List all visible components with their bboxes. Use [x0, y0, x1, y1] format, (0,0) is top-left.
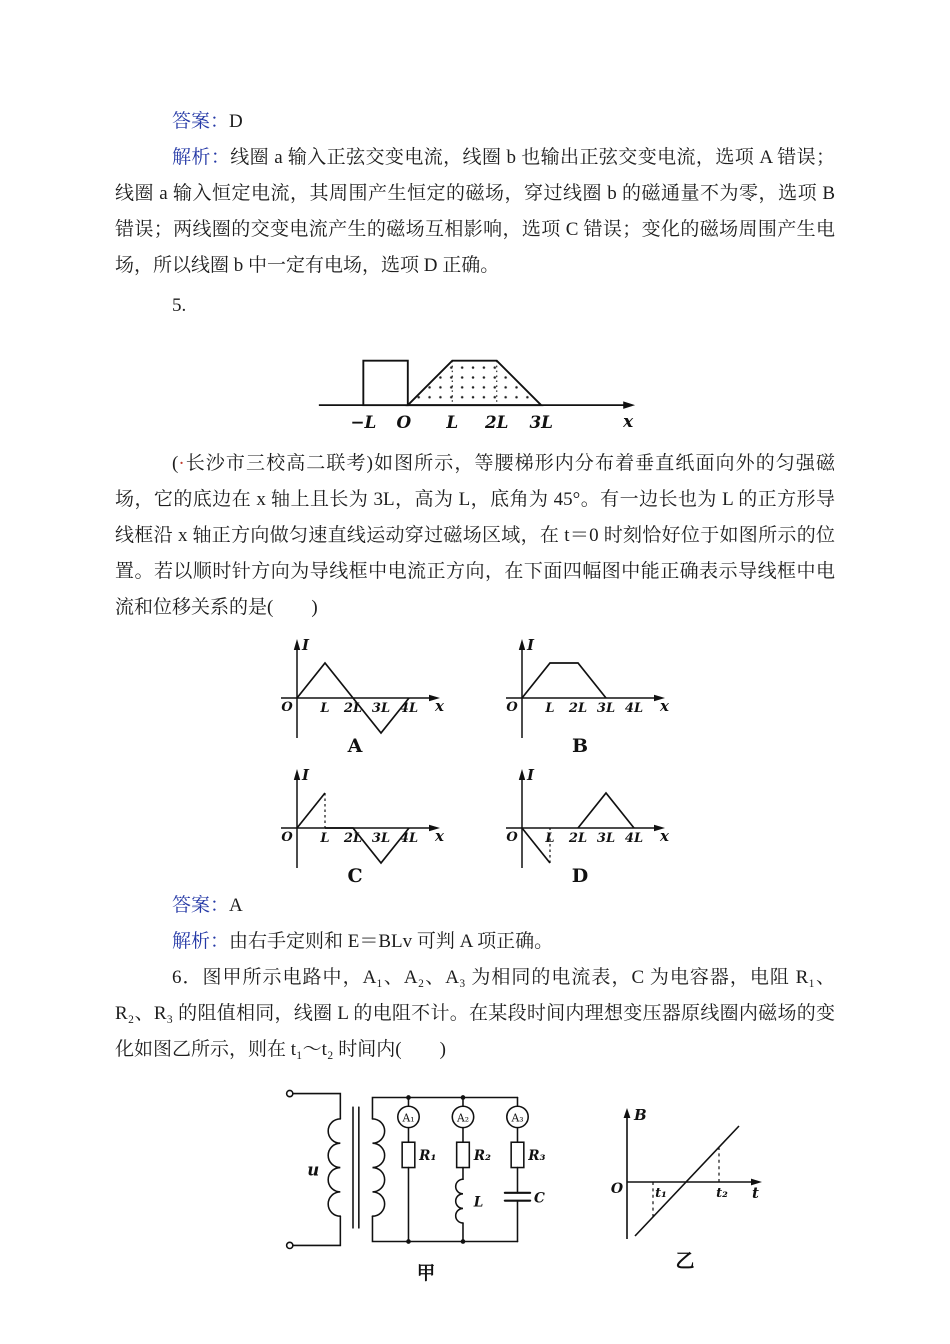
- label-l: L: [446, 411, 459, 432]
- trapezoid-field-region: [408, 361, 541, 405]
- ammeter-a3-label: A₃: [511, 1111, 524, 1125]
- tick-2l: 2L: [568, 700, 588, 716]
- inductor-l-label: L: [473, 1194, 484, 1211]
- primary-lead-bottom: [293, 1216, 340, 1245]
- primary-lead-top: [293, 1093, 340, 1118]
- label-x: x: [623, 410, 634, 431]
- q6-figures: [280, 1078, 835, 1284]
- i-axis-arrow: [519, 769, 525, 780]
- resistor-r1-label: R₁: [419, 1147, 437, 1164]
- q4-answer-label: 答案：: [172, 111, 230, 132]
- input-terminal-bottom: [287, 1242, 293, 1248]
- q5-stem-bullet: ·: [178, 452, 185, 474]
- x-label: x: [435, 696, 444, 715]
- q5-stem-open: (: [172, 452, 179, 474]
- q5-analysis-label: 解析：: [172, 930, 230, 952]
- t1-label: t₁: [655, 1185, 667, 1201]
- resistor-r2-label: R₂: [473, 1147, 491, 1164]
- q6-bt-graph-wrap: [597, 1104, 772, 1277]
- q5-field-figure: [307, 334, 643, 435]
- b-axis-arrow: [624, 1108, 631, 1118]
- tick-l: L: [320, 830, 330, 846]
- tick-3l: 3L: [371, 700, 391, 716]
- option-letter: C: [347, 864, 363, 886]
- q5-answer-label: 答案：: [172, 894, 230, 916]
- o-label: O: [506, 699, 518, 715]
- curve-c-rise: [297, 793, 325, 828]
- label-origin: O: [396, 411, 412, 432]
- x-axis-arrow: [623, 401, 635, 409]
- option-letter: D: [571, 864, 589, 886]
- inductor-l: [456, 1179, 463, 1223]
- q5-answer-value: A: [229, 894, 243, 916]
- x-label: x: [435, 826, 444, 845]
- input-terminal-top: [287, 1090, 293, 1096]
- ammeter-a1-label: A₁: [402, 1111, 415, 1125]
- resistor-r1: [402, 1142, 415, 1167]
- q4-answer-value: D: [229, 111, 243, 132]
- label-minus-l: −L: [350, 411, 377, 432]
- option-graph-b: [500, 636, 675, 756]
- o-label: O: [281, 829, 293, 845]
- label-2l: 2L: [484, 411, 509, 432]
- t2-label: t₂: [716, 1185, 728, 1201]
- q6-circuit-figure: [280, 1078, 572, 1284]
- tick-3l: 3L: [596, 830, 616, 846]
- primary-coil: [328, 1119, 340, 1216]
- curve-b: [522, 663, 606, 698]
- tick-l: L: [545, 830, 555, 846]
- q5-option-graphs: [115, 636, 835, 886]
- i-axis-arrow: [294, 769, 300, 780]
- tick-l: L: [320, 700, 330, 716]
- tick-4l: 4L: [399, 830, 419, 846]
- i-axis-arrow: [294, 639, 300, 650]
- q4-answer-line: [115, 104, 835, 140]
- q5-analysis: [115, 924, 835, 960]
- option-graph-a: [275, 636, 450, 756]
- q6-bt-graph: [597, 1104, 772, 1272]
- o-label: O: [610, 1180, 624, 1197]
- ammeter-a2-label: A₂: [456, 1111, 469, 1125]
- q5-field-figure-wrap: [115, 334, 835, 440]
- q4-analysis-label: 解析：: [172, 147, 231, 168]
- curve-d-positive: [578, 793, 634, 828]
- i-label: I: [302, 765, 310, 784]
- tick-4l: 4L: [399, 700, 419, 716]
- option-letter: B: [571, 734, 589, 756]
- b-label: B: [634, 1105, 647, 1124]
- option-letter: A: [347, 734, 363, 756]
- wire-frame-square: [363, 361, 407, 405]
- tick-4l: 4L: [624, 700, 644, 716]
- tick-3l: 3L: [371, 830, 391, 846]
- curve-c-negative: [325, 828, 409, 863]
- t-label: t: [752, 1183, 759, 1202]
- tick-3l: 3L: [596, 700, 616, 716]
- figure-jia-caption: 甲: [416, 1263, 436, 1285]
- i-label: I: [527, 635, 535, 654]
- tick-2l: 2L: [343, 830, 363, 846]
- i-label: I: [302, 635, 310, 654]
- resistor-r3: [511, 1142, 524, 1167]
- secondary-coil: [372, 1119, 384, 1216]
- tick-2l: 2L: [568, 830, 588, 846]
- capacitor-c-label: C: [534, 1190, 545, 1207]
- voltage-u-label: u: [307, 1159, 320, 1180]
- tick-4l: 4L: [624, 830, 644, 846]
- q5-number: 5.: [172, 295, 187, 316]
- figure-yi-caption: 乙: [675, 1249, 695, 1272]
- label-3l: 3L: [529, 411, 553, 432]
- q6-stem: 6．图甲所示电路中，A₁、A₂、A₃ 为相同的电流表，C 为电容器，电阻 R₁、R₂、R₃ 的阻值相同，线圈 L 的电阻不计。在某段时间内理想变压器原线圈内磁场的变化如图乙所示，则在 t₁～t₂ 时间内( ): [115, 966, 835, 1060]
- tick-l: L: [545, 700, 555, 716]
- secondary-top-wire: [372, 1097, 517, 1118]
- x-label: x: [660, 696, 669, 715]
- q5-stem-text: 长沙市三校高二联考)如图所示，等腰梯形内分布着垂直纸面向外的匀强磁场，它的底边在 x 轴上且长为 3L，高为 L，底角为 45°。有一边长也为 L 的正方形导线框沿 x 轴正方向做匀速直线运动穿过磁场区域，在 t＝0 时刻恰好位于如图所示的位置。若以顺时针方向为导线框中电流正方向，在下面四幅图中能正确表示导线框中电流和位移关系的是( ): [115, 452, 835, 618]
- tick-2l: 2L: [343, 700, 363, 716]
- x-label: x: [660, 826, 669, 845]
- o-label: O: [281, 699, 293, 715]
- q5-answer-line: [115, 888, 835, 924]
- q5-stem: [115, 446, 835, 626]
- q5-analysis-text: 由右手定则和 E＝BLv 可判 A 项正确。: [229, 930, 554, 952]
- i-axis-arrow: [519, 639, 525, 650]
- resistor-r2: [457, 1142, 470, 1167]
- o-label: O: [506, 829, 518, 845]
- secondary-bottom-wire: [372, 1216, 517, 1241]
- option-graph-d: [500, 766, 675, 886]
- q4-analysis-text: 线圈 a 输入正弦交变电流，线圈 b 也输出正弦交变电流，选项 A 错误；线圈 a 输入恒定电流，其周围产生恒定的磁场，穿过线圈 b 的磁通量不为零，选项 B 错误；两线圈的交变电流产生的磁场互相影响，选项 C 错误；变化的磁场周围产生电场，所以线圈 b 中一定有电场，选项 D 正确。: [115, 147, 835, 276]
- i-label: I: [527, 765, 535, 784]
- resistor-r3-label: R₃: [528, 1147, 546, 1164]
- b-t-line: [635, 1126, 739, 1236]
- q4-analysis: [115, 140, 835, 284]
- option-graph-c: [275, 766, 450, 886]
